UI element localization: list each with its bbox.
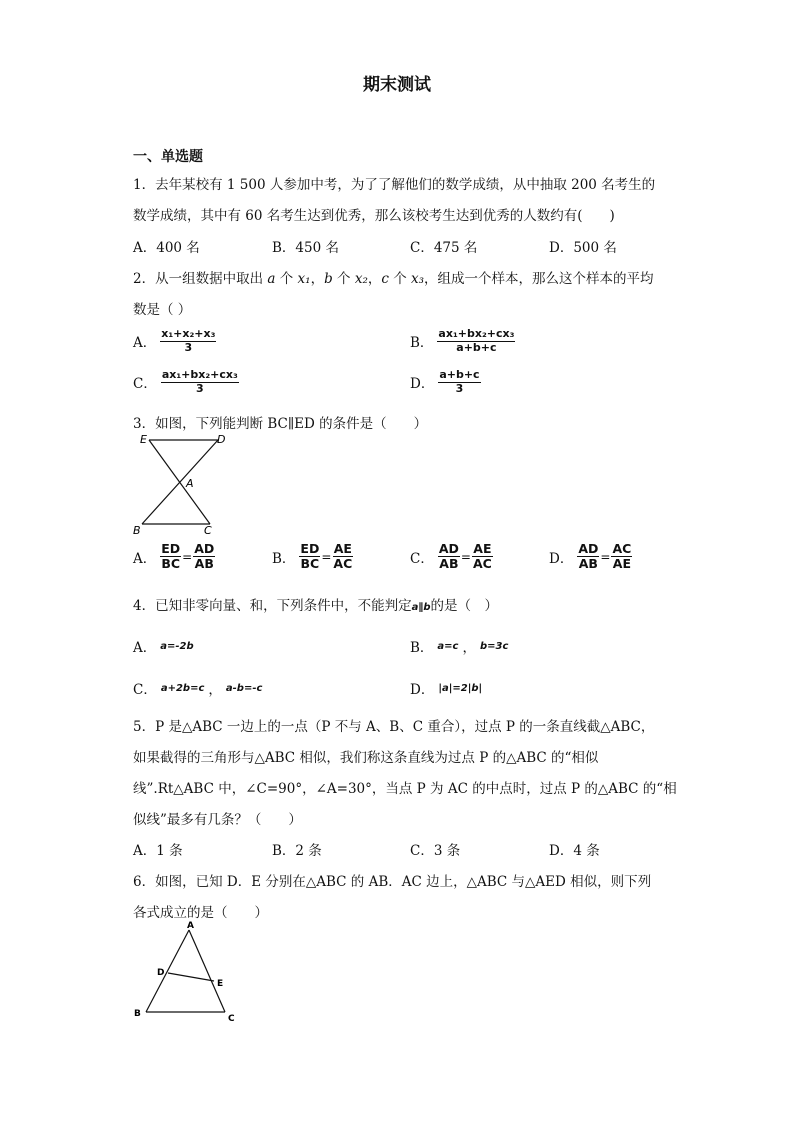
q5-option-d[interactable]: D．4 条 [549, 843, 600, 859]
fraction-numerator: ED [300, 541, 320, 556]
fraction-denominator: AC [333, 556, 353, 572]
option-label: A． [133, 550, 157, 567]
fraction [160, 328, 216, 354]
q2-var-c: c [381, 271, 389, 287]
page-title: 期末测试 [363, 75, 431, 95]
q6-stem-line2: 各式成立的是（ ） [133, 905, 268, 921]
q5-option-b[interactable]: B．2 条 [272, 843, 322, 859]
point-label-e: E [217, 979, 224, 989]
equals-sign: = [460, 549, 471, 564]
option-label: B． [410, 335, 434, 352]
point-label-a: A [187, 921, 194, 931]
vector-expr: |a|=2|b| [438, 682, 483, 694]
q1-option-c[interactable]: C．475 名 [410, 240, 478, 256]
q4-option-b[interactable] [410, 636, 508, 656]
q1-option-a[interactable]: A．400 名 [133, 240, 200, 256]
q4-stem [133, 594, 498, 614]
separator: ， [462, 640, 476, 656]
segment-ab [146, 930, 189, 1012]
option-label: D． [410, 376, 435, 393]
q5-option-c[interactable]: C．3 条 [410, 843, 461, 859]
option-label: D． [410, 682, 435, 698]
q3-option-c[interactable] [410, 542, 493, 572]
point-label-d: D [217, 433, 226, 446]
fraction-denominator: AB [578, 556, 598, 572]
option-label: A． [133, 335, 157, 352]
fraction-numerator: AD [438, 541, 459, 556]
vector-expr: b=3c [479, 640, 509, 652]
fraction-denominator: AB [194, 556, 214, 572]
fraction-denominator: 3 [196, 381, 204, 395]
segment-de [168, 973, 214, 981]
q2-option-b[interactable] [410, 328, 515, 354]
q4-text: 4．已知非零向量 [133, 598, 237, 614]
fraction [332, 542, 353, 572]
fraction [472, 542, 493, 572]
q2-text: 个 [275, 271, 298, 287]
option-label: B． [272, 550, 296, 567]
q4-text: 的是（ ） [430, 598, 498, 614]
q5-stem-line3: 线”.Rt△ABC 中，∠C=90°，∠A=30°，当点 P 为 AC 的中点时，过点 P 的△ABC 的“相 [133, 781, 677, 797]
q1-option-b[interactable]: B．450 名 [272, 240, 339, 256]
fraction-denominator: AB [439, 556, 459, 572]
equals-sign: = [182, 549, 193, 564]
q2-var-x1: x₁ [297, 271, 311, 287]
fraction-denominator: AC [472, 556, 492, 572]
equals-sign: = [600, 549, 611, 564]
separator: ， [208, 682, 222, 698]
fraction-numerator: ax₁+bx₂+cx₃ [161, 368, 238, 381]
q5-stem-line4: 似线”最多有几条？（ ） [133, 812, 302, 828]
point-label-b: B [134, 1009, 141, 1019]
q4-text: 、 [236, 598, 250, 614]
fraction-denominator: BC [300, 556, 320, 572]
point-label-c: C [204, 524, 212, 537]
q6-figure [130, 920, 245, 1030]
point-label-a: A [186, 477, 194, 490]
q4-vector-expr: a∥b [411, 602, 431, 613]
fraction [438, 369, 480, 395]
fraction [193, 542, 215, 572]
fraction-numerator: AD [578, 541, 599, 556]
vector-expr: a=c [437, 640, 459, 652]
q2-option-d[interactable] [410, 369, 481, 395]
vector-expr: a-b=-c [225, 682, 263, 694]
option-label: A． [133, 640, 157, 656]
q2-var-b: b [324, 271, 333, 287]
point-label-b: B [133, 524, 141, 537]
vector-expr: a+2b=c [160, 682, 205, 694]
q4-text: ，下列条件中，不能判定 [263, 598, 412, 614]
q2-text: 2．从一组数据中取出 [133, 271, 268, 287]
point-label-d: D [157, 968, 165, 978]
q2-text: ， [367, 271, 382, 287]
q3-option-b[interactable] [272, 542, 353, 572]
fraction-numerator: AE [333, 541, 352, 556]
q5-option-a[interactable]: A．1 条 [133, 843, 183, 859]
q3-option-a[interactable] [133, 542, 215, 572]
option-label: C． [410, 550, 434, 567]
q2-stem-line2: 数是（ ） [133, 302, 192, 318]
point-label-c: C [228, 1014, 235, 1024]
segment-ac [189, 930, 225, 1012]
q4-option-a[interactable] [133, 636, 194, 656]
q2-var-a: a [267, 271, 276, 287]
q3-option-d[interactable] [549, 542, 632, 572]
q2-stem-line1 [133, 267, 654, 287]
q1-stem-line2: 数学成绩，其中有 60 名考生达到优秀，那么该校考生达到优秀的人数约有( ) [133, 208, 615, 224]
q2-option-c[interactable] [133, 369, 239, 395]
q4-option-d[interactable] [410, 678, 482, 698]
fraction-numerator: AD [194, 541, 215, 556]
segment-db [142, 440, 218, 524]
equals-sign: = [321, 549, 332, 564]
fraction [438, 542, 460, 572]
q5-stem-line1: 5．P 是△ABC 一边上的一点（P 不与 A、B、C 重合），过点 P 的一条直线截△ABC， [133, 719, 655, 735]
section-heading: 一、单选题 [133, 149, 203, 165]
q2-text: 个 [388, 271, 412, 287]
fraction-denominator: BC [161, 556, 181, 572]
fraction-numerator: AC [612, 541, 632, 556]
q1-stem-line1: 1．去年某校有 1 500 人参加中考，为了了解他们的数学成绩，从中抽取 200 名考生的 [133, 177, 656, 193]
fraction-denominator: 3 [184, 340, 193, 354]
q2-text: ， [310, 271, 325, 287]
q1-option-d[interactable]: D．500 名 [549, 240, 617, 256]
q6-stem-line1: 6．如图，已知 D．E 分别在△ABC 的 AB．AC 边上，△ABC 与△AED 相似，则下列 [133, 874, 652, 890]
fraction-denominator: a+b+c [456, 340, 497, 354]
fraction-denominator: 3 [455, 381, 464, 395]
q2-text: 个 [332, 271, 355, 287]
option-label: C． [133, 376, 157, 393]
vector-expr: a=-2b [160, 640, 194, 652]
q3-stem: 3．如图，下列能判断 BC∥ED 的条件是（ ） [133, 416, 428, 432]
q3-figure [130, 430, 230, 540]
point-label-e: E [140, 433, 147, 446]
fraction [577, 542, 599, 572]
q2-option-a[interactable] [133, 328, 216, 354]
option-label: D． [549, 550, 574, 567]
q2-var-x2: x₂ [354, 271, 368, 287]
option-label: C． [133, 682, 157, 698]
fraction [161, 369, 239, 395]
q2-text: ，组成一个样本，那么这个样本的平均 [424, 271, 654, 287]
q4-text: 和 [249, 598, 264, 614]
fraction [611, 542, 632, 572]
fraction-numerator: ax₁+bx₂+cx₃ [438, 327, 515, 340]
fraction [437, 328, 515, 354]
option-label: B． [410, 640, 434, 656]
fraction [160, 542, 181, 572]
fraction-numerator: AE [473, 541, 492, 556]
fraction [299, 542, 320, 572]
q5-stem-line2: 如果截得的三角形与△ABC 相似，我们称这条直线为过点 P 的△ABC 的“相似 [133, 750, 599, 766]
fraction-numerator: x₁+x₂+x₃ [161, 327, 216, 340]
fraction-numerator: ED [161, 541, 181, 556]
q4-option-c[interactable] [133, 678, 262, 698]
q2-var-x3: x₃ [411, 271, 425, 287]
fraction-denominator: AE [612, 556, 631, 572]
fraction-numerator: a+b+c [439, 368, 480, 381]
